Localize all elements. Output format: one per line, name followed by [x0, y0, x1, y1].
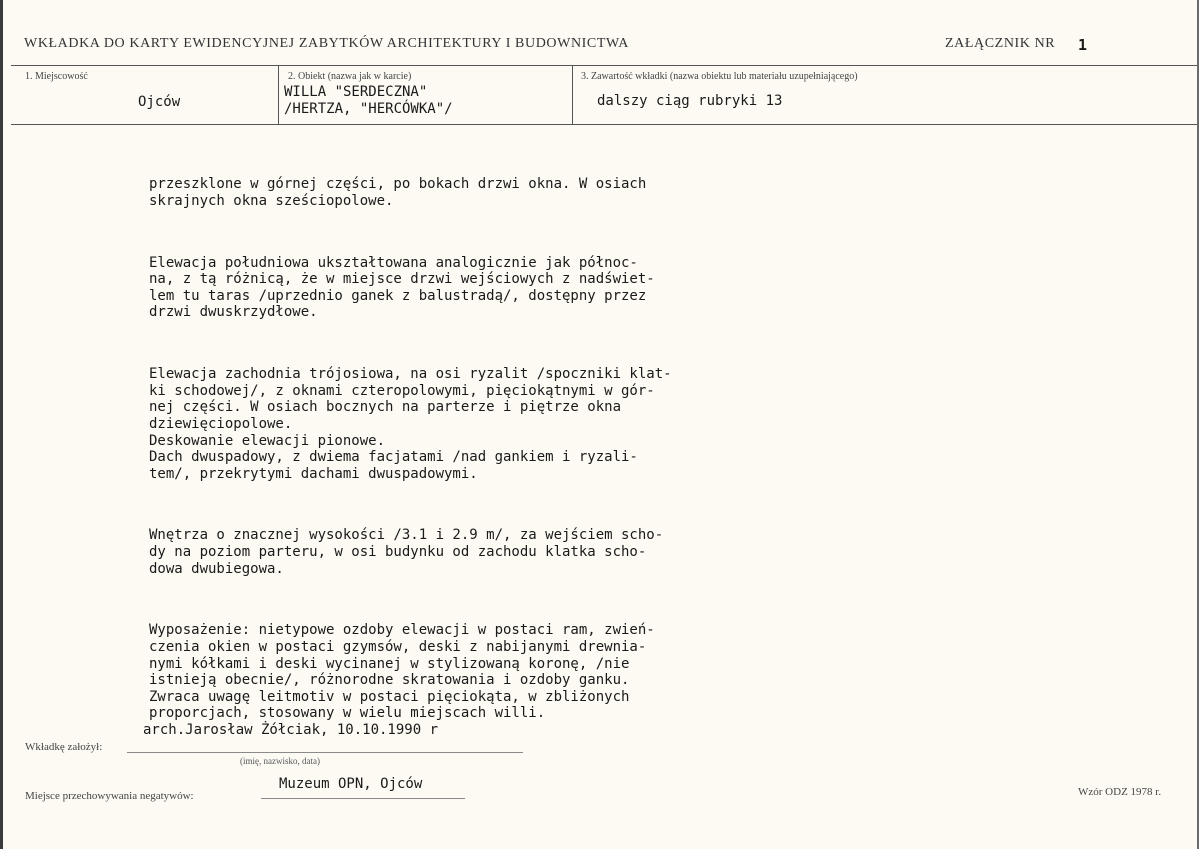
object-value-line2: /HERTZA, "HERCÓWKA"/	[284, 101, 453, 117]
storage-value: Muzeum OPN, Ojców	[279, 776, 423, 792]
paragraph: przeszklone w górnej części, po bokach drzwi okna. W osiach skrajnych okna sześciopolowe.	[149, 176, 647, 209]
author-hint: (imię, nazwisko, data)	[240, 756, 320, 766]
storage-label: Miejsce przechowywania negatywów:	[25, 790, 194, 802]
author-label: Wkładkę założył:	[25, 741, 103, 753]
header-rule-bottom	[11, 124, 1197, 125]
storage-line	[261, 798, 465, 799]
object-value-line1: WILLA "SERDECZNA"	[284, 84, 428, 100]
typed-description	[149, 143, 672, 755]
locality-label: 1. Miejscowość	[25, 71, 88, 82]
contents-value: dalszy ciąg rubryki 13	[597, 93, 783, 109]
paragraph: Elewacja zachodnia trójosiowa, na osi ryzalit /spoczniki klat- ki schodowej/, z oknami czteropolowymi, pięciokątnymi w gór- nej części. W osiach bocznych na parterze i piętrze okna dziewięciopolowe. Deskowanie elewacji pionowe. Dach dwuspadowy, z dwiema facjatami /nad gankiem i ryzali- tem/, przekrytymi dachami dwuspadowymi.	[149, 366, 672, 482]
appendix-number: 1	[1078, 36, 1088, 54]
appendix-label: ZAŁĄCZNIK NR	[945, 36, 1056, 51]
card-title: WKŁADKA DO KARTY EWIDENCYJNEJ ZABYTKÓW ARCHITEKTURY I BUDOWNICTWA	[24, 36, 629, 51]
form-version-label: Wzór ODZ 1978 r.	[1078, 786, 1162, 798]
field-divider-2	[572, 65, 573, 124]
paragraph: Elewacja południowa ukształtowana analogicznie jak północ- na, z tą różnicą, że w miejsce drzwi wejściowych z nadświet- lem tu taras /uprzednio ganek z balustradą/, dostępny przez drzwi dwuskrzydłowe.	[149, 254, 655, 321]
paragraph: Wnętrza o znacznej wysokości /3.1 i 2.9 m/, za wejściem scho- dy na poziom parteru, w osi budynku od zachodu klatka scho- dowa dwubiegowa.	[149, 527, 664, 577]
object-label: 2. Obiekt (nazwa jak w karcie)	[288, 71, 412, 82]
contents-label: 3. Zawartość wkładki (nazwa obiektu lub materiału uzupełniającego)	[581, 71, 858, 82]
field-divider-1	[278, 65, 279, 124]
paragraph: Wyposażenie: nietypowe ozdoby elewacji w postaci ram, zwień- czenia okien w postaci gzymsów, deski z nabijanymi drewnia- nymi kółkami i deski wycinanej w stylizowaną koronę, /nie istnieją obecnie/, różnorodne skratowania i ozdoby ganku. Zwraca uwagę leitmotiv w postaci pięciokąta, w zbliżonych proporcjach, stosowany w wielu miejscach willi.	[149, 622, 655, 722]
author-value: arch.Jarosław Żółciak, 10.10.1990 r	[143, 722, 439, 738]
header-rule-top	[11, 65, 1197, 66]
locality-value: Ojców	[138, 94, 181, 110]
author-line	[127, 752, 523, 753]
